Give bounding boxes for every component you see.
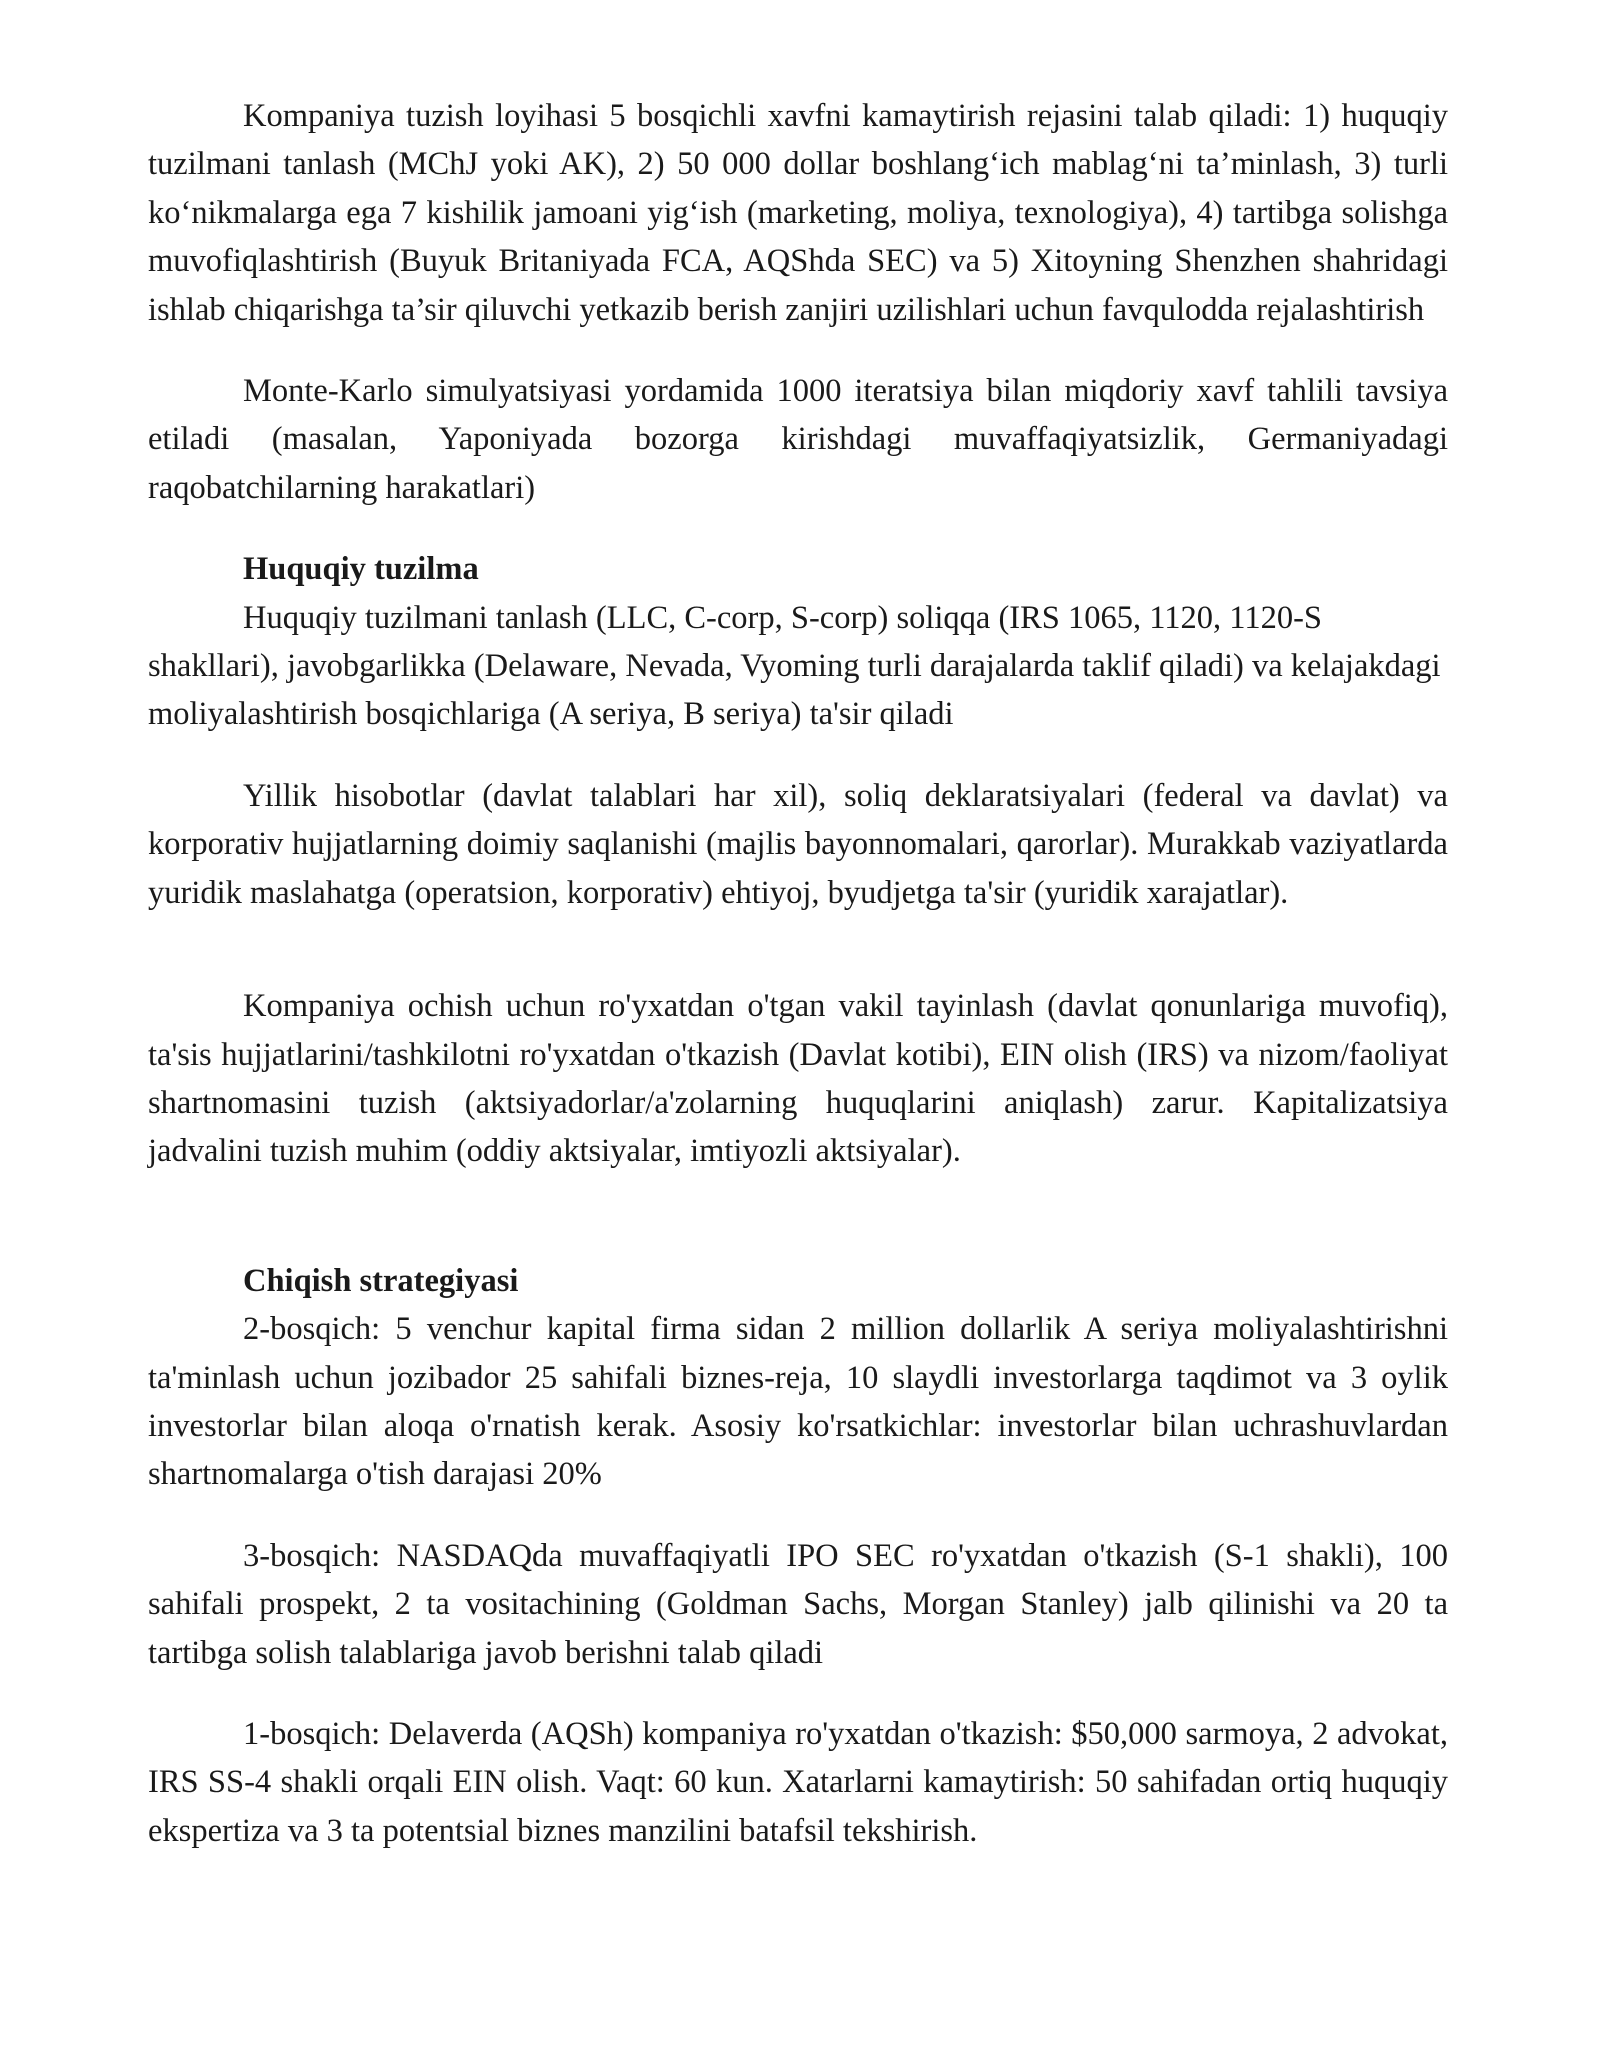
paragraph-risk-plan: Kompaniya tuzish loyihasi 5 bosqichli xavfni kamaytirish rejasini talab qiladi: 1) huquqiy tuzilmani tanlash (MChJ yoki AK), 2) 50 000 dollar boshlang‘ich mablag‘ni ta’minlash, 3) turli ko‘nikmalarga ega 7 kishilik jamoani yig‘ish (marketing, moliya, texnologiya), 4) tartibga solishga muvofiqlashtirish (Buyuk Britaniyada FCA, AQShda SEC) va 5) Xitoyning Shenzhen shahridagi ishlab chiqarishga ta’sir qiluvchi yetkazib berish zanjiri uzilishlari uchun favqulodda rejalashtirish xyxy=(148,98,1448,328)
paragraph-annual-reports: Yillik hisobotlar (davlat talablari har xil), soliq deklaratsiyalari (federal va davlat) va korporativ hujjatlarning doimiy saqlanishi (majlis bayonnomalari, qarorlar). Murakkab vaziyatlarda yuridik maslahatga (operatsion, korporativ) ehtiyoj, byudjetga ta'sir (yuridik xarajatlar). xyxy=(148,777,1448,911)
document-page xyxy=(148,92,1448,1855)
paragraph-stage-2: 2-bosqich: 5 venchur kapital firma sidan 2 million dollarlik A seriya moliyalashtirishni ta'minlash uchun jozibador 25 sahifali biznes-reja, 10 slaydli investorlarga taqdimot va 3 oylik investorlar bilan aloqa o'rnatish kerak. Asosiy ko'rsatkichlar: investorlar bilan uchrashuvlardan shartnomalarga o'tish darajasi 20% xyxy=(148,1311,1448,1493)
paragraph-legal-structure-choice: Huquqiy tuzilmani tanlash (LLC, C-corp, S-corp) soliqqa (IRS 1065, 1120, 1120-S shakllari), javobgarlikka (Delaware, Nevada, Vyoming turli darajalarda taklif qiladi) va kelajakdagi moliyalashtirish bosqichlariga (A seriya, B seriya) ta'sir qiladi xyxy=(148,599,1441,733)
paragraph-monte-carlo: Monte-Karlo simulyatsiyasi yordamida 1000 iteratsiya bilan miqdoriy xavf tahlili tavsiya etiladi (masalan, Yaponiyada bozorga kirishdagi muvaffaqiyatsizlik, Germaniyadagi raqobatchilarning harakatlari) xyxy=(148,373,1448,506)
paragraph-stage-3: 3-bosqich: NASDAQda muvaffaqiyatli IPO SEC ro'yxatdan o'tkazish (S-1 shakli), 100 sahifali prospekt, 2 ta vositachining (Goldman Sachs, Morgan Stanley) jalb qilinishi va 20 ta tartibga solish talablariga javob berishni talab qiladi xyxy=(148,1537,1448,1671)
paragraph-stage-1: 1-bosqich: Delaverda (AQSh) kompaniya ro'yxatdan o'tkazish: $50,000 sarmoya, 2 advokat, IRS SS-4 shakli orqali EIN olish. Vaqt: 60 kun. Xatarlarni kamaytirish: 50 sahifadan ortiq huquqiy ekspertiza va 3 ta potentsial biznes manzilini batafsil tekshirish. xyxy=(148,1715,1448,1849)
heading-exit-strategy: Chiqish strategiyasi xyxy=(243,1262,519,1299)
heading-legal-structure: Huquqiy tuzilma xyxy=(243,551,479,588)
paragraph-company-opening: Kompaniya ochish uchun ro'yxatdan o'tgan vakil tayinlash (davlat qonunlariga muvofiq), ta'sis hujjatlarini/tashkilotni ro'yxatdan o'tkazish (Davlat kotibi), EIN olish (IRS) va nizom/faoliyat shartnomasini tuzish (aktsiyadorlar/a'zolarning huquqlarini aniqlash) zarur. Kapitalizatsiya jadvalini tuzish muhim (oddiy aktsiyalar, imtiyozli aktsiyalar). xyxy=(148,988,1448,1170)
